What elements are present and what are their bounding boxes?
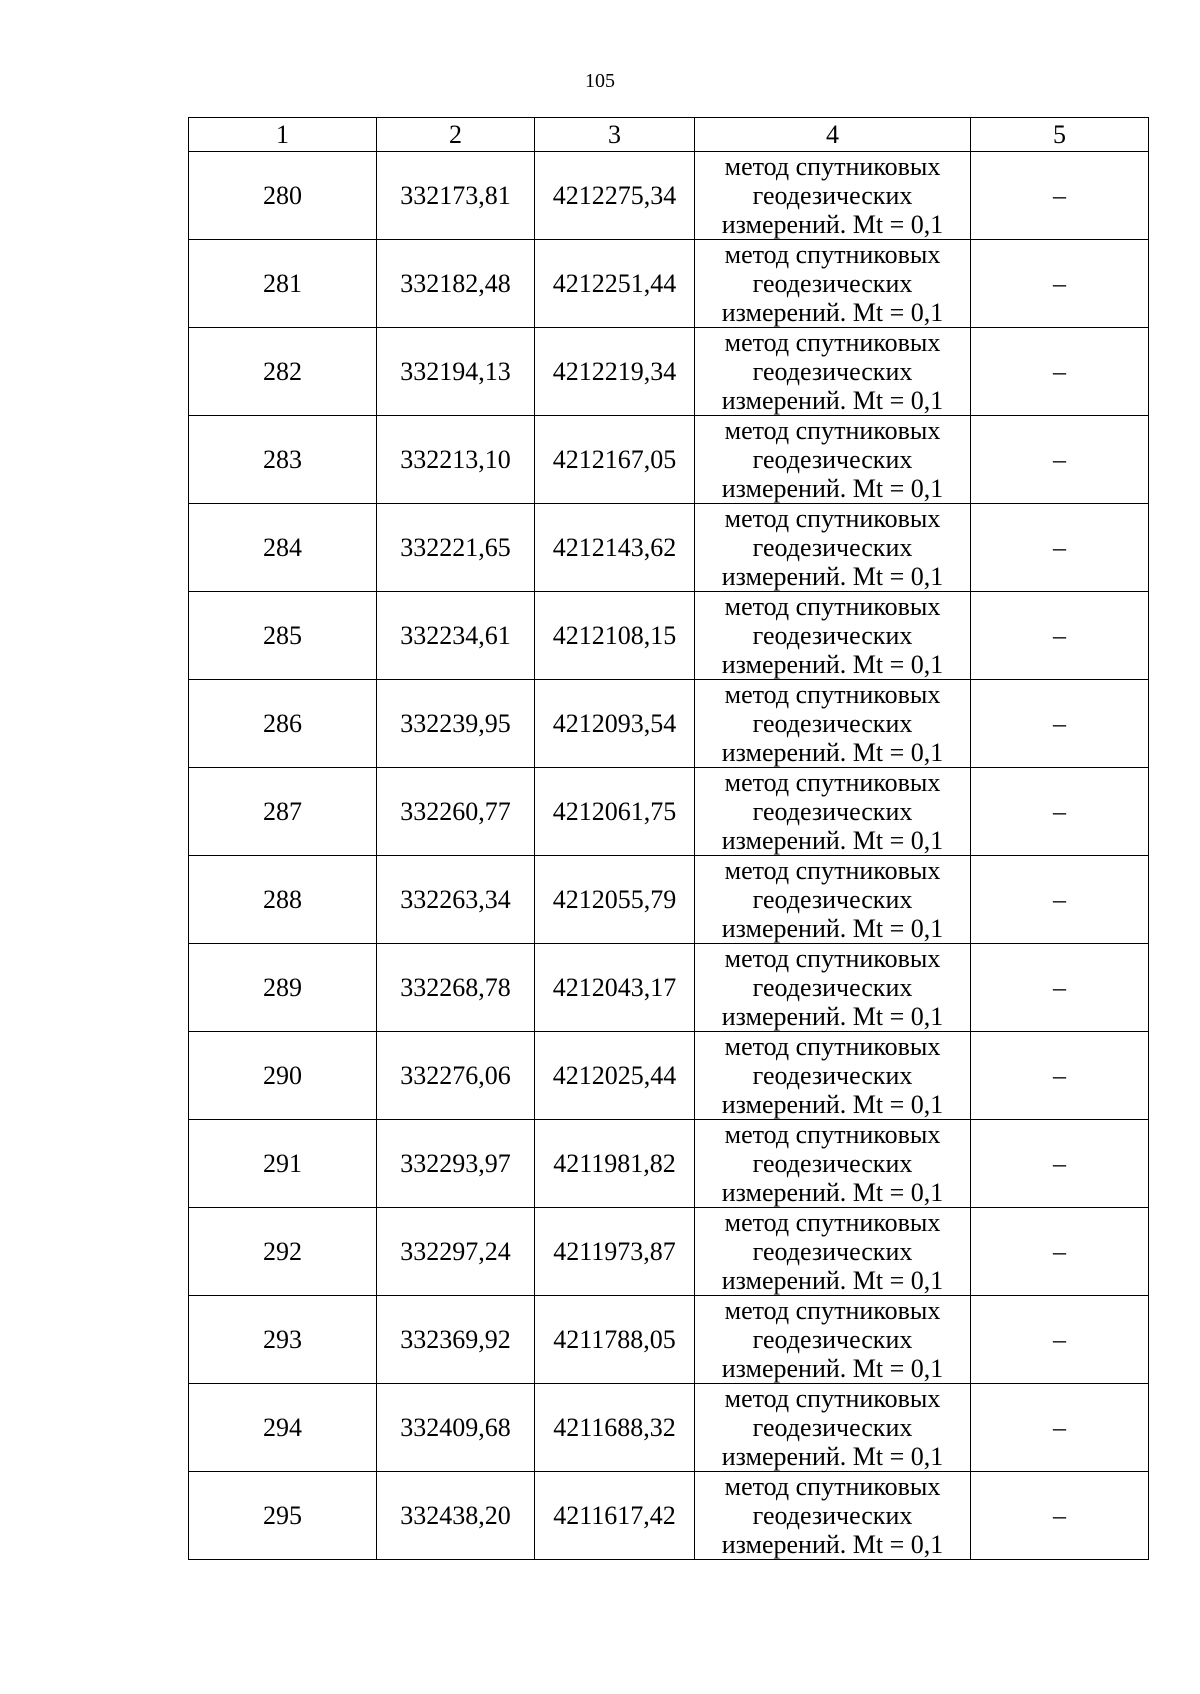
point-number-cell: 280 [189, 152, 377, 240]
coordinate-x-cell: 332221,65 [377, 504, 535, 592]
note-cell: – [971, 416, 1149, 504]
coordinate-y-cell: 4211788,05 [535, 1296, 695, 1384]
coordinate-y-cell: 4212093,54 [535, 680, 695, 768]
method-line-2: геодезических [752, 1413, 913, 1442]
coordinate-y-cell: 4212061,75 [535, 768, 695, 856]
method-line-2: геодезических [752, 1149, 913, 1178]
point-number-cell: 283 [189, 416, 377, 504]
method-cell [695, 768, 971, 856]
coordinates-table [188, 117, 1149, 1560]
method-cell [695, 1208, 971, 1296]
method-line-2: геодезических [752, 357, 913, 386]
table-row [189, 680, 1149, 768]
method-cell [695, 504, 971, 592]
coordinate-y-cell: 4211973,87 [535, 1208, 695, 1296]
note-cell: – [971, 944, 1149, 1032]
method-line-1: метод спутниковых [724, 416, 941, 445]
table-row [189, 504, 1149, 592]
note-cell: – [971, 592, 1149, 680]
method-line-1: метод спутниковых [724, 680, 941, 709]
method-line-3: измерений. Mt = 0,1 [721, 914, 944, 943]
header-cell-5: 5 [971, 118, 1149, 152]
coordinate-y-cell: 4211981,82 [535, 1120, 695, 1208]
note-cell: – [971, 1032, 1149, 1120]
method-line-1: метод спутниковых [724, 856, 941, 885]
point-number-cell: 289 [189, 944, 377, 1032]
coordinate-x-cell: 332239,95 [377, 680, 535, 768]
note-cell: – [971, 152, 1149, 240]
header-cell-3: 3 [535, 118, 695, 152]
note-cell: – [971, 1208, 1149, 1296]
coordinate-x-cell: 332276,06 [377, 1032, 535, 1120]
coordinate-x-cell: 332409,68 [377, 1384, 535, 1472]
coordinate-x-cell: 332194,13 [377, 328, 535, 416]
method-line-3: измерений. Mt = 0,1 [721, 1002, 944, 1031]
method-cell [695, 1120, 971, 1208]
coordinate-y-cell: 4212108,15 [535, 592, 695, 680]
method-cell [695, 240, 971, 328]
method-line-3: измерений. Mt = 0,1 [721, 1442, 944, 1471]
table-header-row [189, 118, 1149, 152]
method-cell [695, 856, 971, 944]
method-line-2: геодезических [752, 621, 913, 650]
table-row [189, 1296, 1149, 1384]
method-line-1: метод спутниковых [724, 1120, 941, 1149]
coordinate-y-cell: 4211688,32 [535, 1384, 695, 1472]
coordinate-x-cell: 332260,77 [377, 768, 535, 856]
note-cell: – [971, 1120, 1149, 1208]
table-row [189, 152, 1149, 240]
method-line-1: метод спутниковых [724, 944, 941, 973]
coordinate-x-cell: 332263,34 [377, 856, 535, 944]
header-cell-1: 1 [189, 118, 377, 152]
coordinate-y-cell: 4212043,17 [535, 944, 695, 1032]
coordinate-y-cell: 4212055,79 [535, 856, 695, 944]
point-number-cell: 284 [189, 504, 377, 592]
method-line-3: измерений. Mt = 0,1 [721, 1090, 944, 1119]
point-number-cell: 295 [189, 1472, 377, 1560]
coordinate-y-cell: 4212275,34 [535, 152, 695, 240]
note-cell: – [971, 856, 1149, 944]
header-cell-4: 4 [695, 118, 971, 152]
method-line-1: метод спутниковых [724, 1032, 941, 1061]
note-cell: – [971, 240, 1149, 328]
method-line-2: геодезических [752, 885, 913, 914]
method-line-2: геодезических [752, 1061, 913, 1090]
method-line-2: геодезических [752, 797, 913, 826]
point-number-cell: 286 [189, 680, 377, 768]
method-cell [695, 152, 971, 240]
note-cell: – [971, 1472, 1149, 1560]
point-number-cell: 281 [189, 240, 377, 328]
method-line-1: метод спутниковых [724, 1472, 941, 1501]
method-line-3: измерений. Mt = 0,1 [721, 1266, 944, 1295]
note-cell: – [971, 328, 1149, 416]
method-line-3: измерений. Mt = 0,1 [721, 1530, 944, 1559]
table-row [189, 1032, 1149, 1120]
method-line-1: метод спутниковых [724, 152, 941, 181]
table-row [189, 1208, 1149, 1296]
coordinate-x-cell: 332182,48 [377, 240, 535, 328]
method-cell [695, 416, 971, 504]
coordinate-y-cell: 4212143,62 [535, 504, 695, 592]
method-cell [695, 944, 971, 1032]
point-number-cell: 287 [189, 768, 377, 856]
point-number-cell: 293 [189, 1296, 377, 1384]
method-line-2: геодезических [752, 181, 913, 210]
method-cell [695, 680, 971, 768]
coordinate-x-cell: 332213,10 [377, 416, 535, 504]
table-row [189, 1384, 1149, 1472]
note-cell: – [971, 1384, 1149, 1472]
method-line-2: геодезических [752, 1325, 913, 1354]
method-line-3: измерений. Mt = 0,1 [721, 474, 944, 503]
coordinate-x-cell: 332369,92 [377, 1296, 535, 1384]
coordinate-x-cell: 332173,81 [377, 152, 535, 240]
point-number-cell: 291 [189, 1120, 377, 1208]
table-row [189, 768, 1149, 856]
method-cell [695, 328, 971, 416]
method-line-2: геодезических [752, 1501, 913, 1530]
method-line-3: измерений. Mt = 0,1 [721, 826, 944, 855]
table-row [189, 856, 1149, 944]
method-line-3: измерений. Mt = 0,1 [721, 650, 944, 679]
coordinate-x-cell: 332438,20 [377, 1472, 535, 1560]
point-number-cell: 288 [189, 856, 377, 944]
table-row [189, 328, 1149, 416]
method-line-1: метод спутниковых [724, 240, 941, 269]
coordinate-x-cell: 332268,78 [377, 944, 535, 1032]
method-line-1: метод спутниковых [724, 1208, 941, 1237]
coordinate-y-cell: 4212251,44 [535, 240, 695, 328]
method-cell [695, 1296, 971, 1384]
coordinate-y-cell: 4211617,42 [535, 1472, 695, 1560]
table-row [189, 1120, 1149, 1208]
method-line-2: геодезических [752, 709, 913, 738]
method-cell [695, 1384, 971, 1472]
method-line-3: измерений. Mt = 0,1 [721, 1178, 944, 1207]
coordinate-y-cell: 4212219,34 [535, 328, 695, 416]
method-line-3: измерений. Mt = 0,1 [721, 210, 944, 239]
point-number-cell: 285 [189, 592, 377, 680]
header-cell-2: 2 [377, 118, 535, 152]
table-row [189, 416, 1149, 504]
method-line-2: геодезических [752, 973, 913, 1002]
note-cell: – [971, 1296, 1149, 1384]
method-line-2: геодезических [752, 533, 913, 562]
method-line-1: метод спутниковых [724, 768, 941, 797]
method-cell [695, 1032, 971, 1120]
point-number-cell: 290 [189, 1032, 377, 1120]
method-cell [695, 1472, 971, 1560]
method-cell [695, 592, 971, 680]
method-line-2: геодезических [752, 269, 913, 298]
method-line-1: метод спутниковых [724, 328, 941, 357]
point-number-cell: 282 [189, 328, 377, 416]
method-line-2: геодезических [752, 445, 913, 474]
table-row [189, 240, 1149, 328]
coordinate-x-cell: 332293,97 [377, 1120, 535, 1208]
method-line-3: измерений. Mt = 0,1 [721, 1354, 944, 1383]
coordinates-table-body [189, 118, 1149, 1560]
table-row [189, 592, 1149, 680]
method-line-1: метод спутниковых [724, 1384, 941, 1413]
point-number-cell: 294 [189, 1384, 377, 1472]
method-line-1: метод спутниковых [724, 504, 941, 533]
note-cell: – [971, 680, 1149, 768]
note-cell: – [971, 768, 1149, 856]
method-line-3: измерений. Mt = 0,1 [721, 738, 944, 767]
method-line-3: измерений. Mt = 0,1 [721, 298, 944, 327]
method-line-3: измерений. Mt = 0,1 [721, 562, 944, 591]
point-number-cell: 292 [189, 1208, 377, 1296]
coordinate-x-cell: 332234,61 [377, 592, 535, 680]
method-line-1: метод спутниковых [724, 592, 941, 621]
method-line-2: геодезических [752, 1237, 913, 1266]
coordinate-x-cell: 332297,24 [377, 1208, 535, 1296]
coordinate-y-cell: 4212167,05 [535, 416, 695, 504]
note-cell: – [971, 504, 1149, 592]
method-line-1: метод спутниковых [724, 1296, 941, 1325]
page-number: 105 [585, 70, 615, 92]
table-row [189, 1472, 1149, 1560]
coordinate-y-cell: 4212025,44 [535, 1032, 695, 1120]
table-row [189, 944, 1149, 1032]
method-line-3: измерений. Mt = 0,1 [721, 386, 944, 415]
